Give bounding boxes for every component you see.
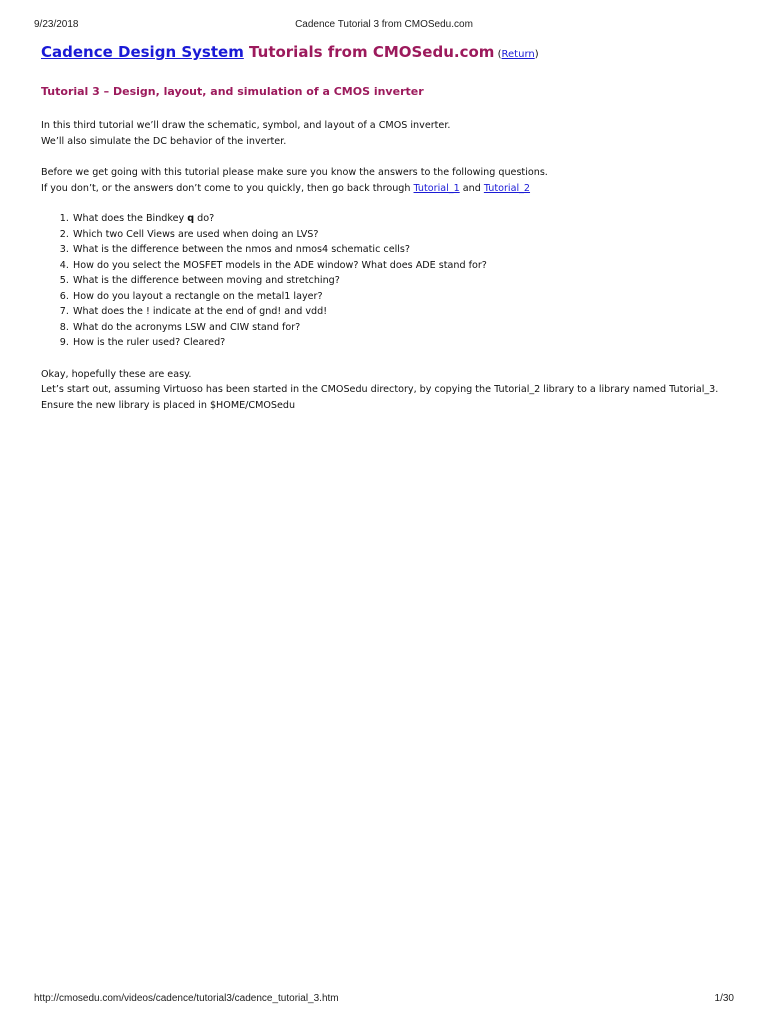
tutorial-subtitle: Tutorial 3 – Design, layout, and simulation of a CMOS inverter xyxy=(41,85,424,98)
list-item: 7. What does the ! indicate at the end of gnd! and vdd! xyxy=(72,304,731,320)
print-page-title: Cadence Tutorial 3 from CMOSedu.com xyxy=(295,19,473,30)
before-line-2-prefix: If you don’t, or the answers don’t come to you quickly, then go back through xyxy=(41,182,414,194)
print-url: http://cmosedu.com/videos/cadence/tutorial3/cadence_tutorial_3.htm xyxy=(34,993,339,1004)
closing-line-2: Let’s start out, assuming Virtuoso has been started in the CMOSedu directory, by copying the Tutorial_2 library to a library named Tutorial_3. xyxy=(41,384,719,395)
intro-line-2: We’ll also simulate the DC behavior of the inverter. xyxy=(41,135,287,147)
before-line-1: Before we get going with this tutorial please make sure you know the answers to the following questions. xyxy=(41,167,548,178)
print-date: 9/23/2018 xyxy=(34,19,79,30)
tutorial-1-link[interactable]: Tutorial_1 xyxy=(413,182,460,194)
list-item: 9. How is the ruler used? Cleared? xyxy=(72,335,731,351)
questions-list xyxy=(41,211,731,351)
print-footer xyxy=(34,993,734,1007)
list-item: 3. What is the difference between the nmos and nmos4 schematic cells? xyxy=(72,242,731,258)
prerequisites-paragraph xyxy=(41,165,731,196)
return-wrap xyxy=(494,49,538,60)
closing-line-3: Ensure the new library is placed in $HOME/CMOSedu xyxy=(41,399,296,411)
return-open-paren: ( xyxy=(494,49,502,60)
intro-line-1: In this third tutorial we’ll draw the schematic, symbol, and layout of a CMOS inverter. xyxy=(41,120,451,131)
document-body xyxy=(41,42,731,413)
and-text: and xyxy=(459,182,484,194)
cadence-design-system-link[interactable]: Cadence Design System xyxy=(41,43,244,61)
list-item: 1. What does the Bindkey q do? xyxy=(72,211,731,227)
list-item: 2. Which two Cell Views are used when doing an LVS? xyxy=(72,227,731,243)
tutorial-2-link[interactable]: Tutorial_2 xyxy=(483,182,531,194)
list-item: 5. What is the difference between moving and stretching? xyxy=(72,273,731,289)
page-title xyxy=(41,42,731,65)
closing-line-1: Okay, hopefully these are easy. xyxy=(41,368,192,380)
intro-paragraph xyxy=(41,118,731,149)
list-item: 6. How do you layout a rectangle on the metal1 layer? xyxy=(72,289,731,305)
list-item: 4. How do you select the MOSFET models in the ADE window? What does ADE stand for? xyxy=(72,258,731,274)
print-page-number: 1/30 xyxy=(714,993,734,1004)
return-link[interactable]: Return xyxy=(501,49,535,60)
return-close-paren: ) xyxy=(534,49,539,60)
closing-paragraph xyxy=(41,367,731,414)
title-rest: Tutorials from CMOSedu.com xyxy=(243,43,495,61)
list-item: 8. What do the acronyms LSW and CIW stand for? xyxy=(72,320,731,336)
print-header xyxy=(34,19,734,33)
